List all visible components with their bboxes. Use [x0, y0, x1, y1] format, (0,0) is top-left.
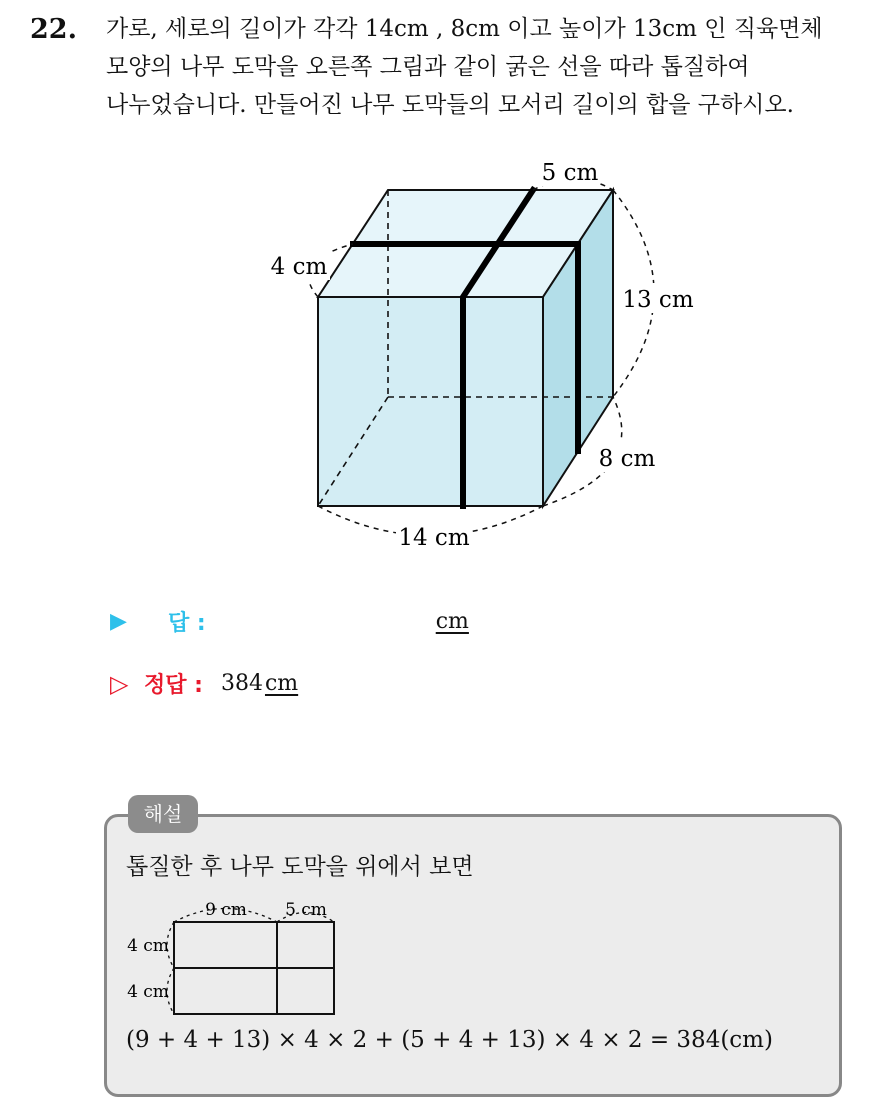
- correct-value: 384: [220, 671, 263, 696]
- question-line-3: 나누었습니다. 만들어진 나무 도막들의 모서리 길이의 합을 구하시오.: [106, 92, 794, 118]
- label-4cm-upper: 4 cm: [127, 936, 169, 956]
- answer-marker-icon: ▶: [110, 609, 127, 634]
- label-5cm: 5 cm: [285, 900, 327, 920]
- question-line-2: 모양의 나무 도막을 오른쪽 그림과 같이 굵은 선을 따라 톱질하여: [106, 54, 750, 80]
- correct-marker-icon: ▷: [110, 669, 129, 698]
- label-top-5cm: 5 cm: [541, 160, 599, 186]
- solution-tab: 해설: [128, 795, 198, 833]
- label-height-13cm: 13 cm: [622, 287, 694, 313]
- label-width-14cm: 14 cm: [398, 525, 470, 551]
- correct-label: 정답 :: [144, 673, 203, 698]
- solution-equation: (9 + 4 + 13) × 4 × 2 + (5 + 4 + 13) × 4 × 2 = 384(cm): [126, 1027, 773, 1053]
- label-depth-8cm: 8 cm: [598, 446, 656, 472]
- question-number: 22.: [30, 14, 77, 45]
- label-9cm: 9 cm: [205, 900, 247, 920]
- correct-unit: cm: [264, 671, 299, 696]
- label-4cm-lower: 4 cm: [127, 982, 169, 1002]
- label-left-4cm: 4 cm: [270, 254, 328, 280]
- solution-line-1: 톱질한 후 나무 도막을 위에서 보면: [126, 854, 474, 880]
- question-line-1: 가로, 세로의 길이가 각각 14cm , 8cm 이고 높이가 13cm 인 직육면체: [106, 16, 823, 42]
- answer-label: 답 :: [168, 611, 206, 636]
- answer-unit: cm: [435, 609, 469, 634]
